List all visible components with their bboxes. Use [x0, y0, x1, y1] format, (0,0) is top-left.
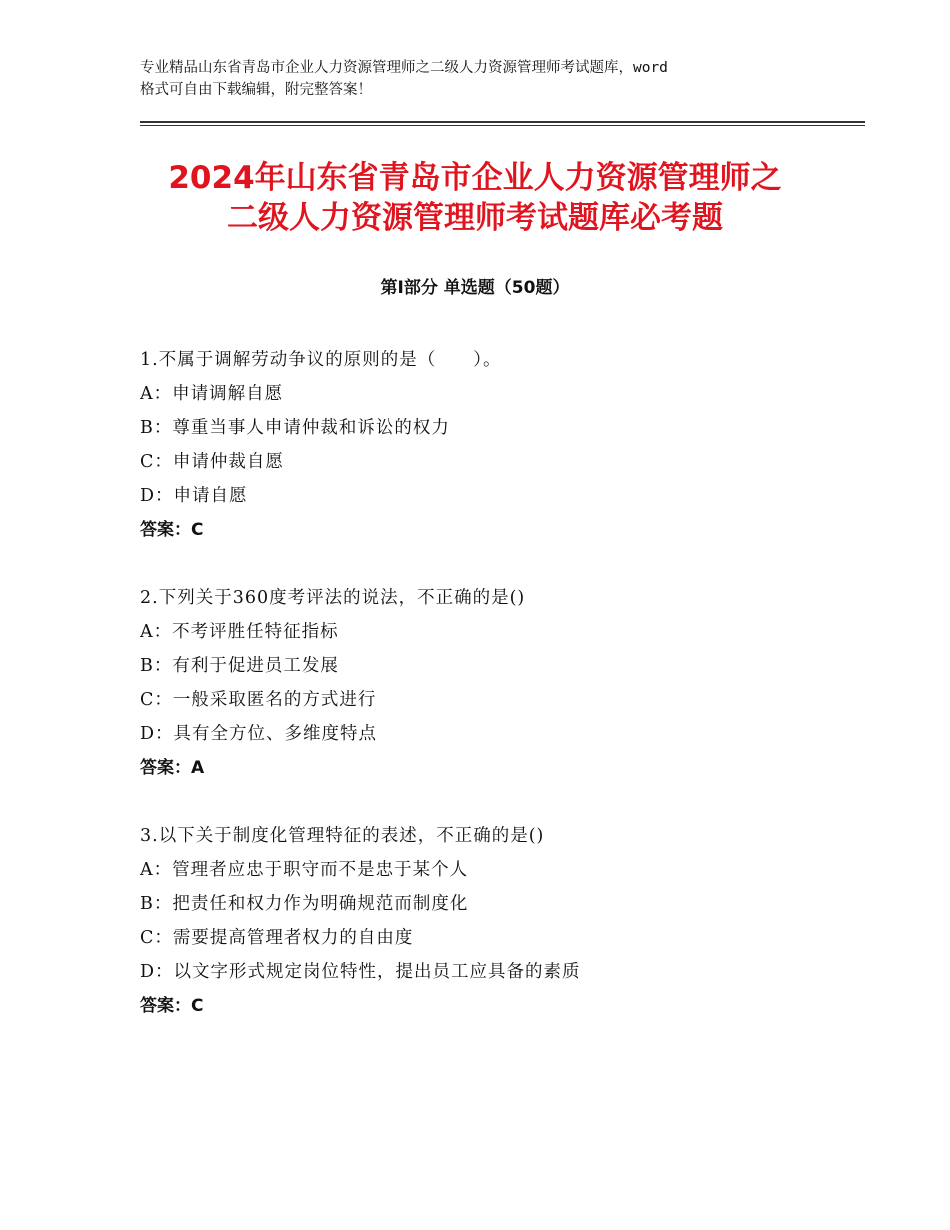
option-a: A：申请调解自愿 — [140, 384, 284, 404]
question-list — [140, 343, 860, 1057]
question-1 — [140, 343, 860, 547]
option-d: D：具有全方位、多维度特点 — [140, 724, 378, 744]
header-divider-thick — [140, 121, 865, 123]
option-a: A：不考评胜任特征指标 — [140, 622, 339, 642]
option-c: C：申请仲裁自愿 — [140, 452, 284, 472]
option-d: D：申请自愿 — [140, 486, 248, 506]
answer: 答案：C — [140, 996, 204, 1016]
question-stem: 2.下列关于360度考评法的说法，不正确的是() — [140, 588, 526, 608]
answer: 答案：C — [140, 520, 204, 540]
header-divider-thin — [140, 125, 865, 126]
document-title-line-1: 2024年山东省青岛市企业人力资源管理师之 — [168, 160, 782, 196]
header-note — [140, 57, 830, 101]
header-note-line-1: 专业精品山东省青岛市企业人力资源管理师之二级人力资源管理师考试题库，word — [140, 60, 668, 76]
option-d: D：以文字形式规定岗位特性，提出员工应具备的素质 — [140, 962, 581, 982]
answer: 答案：A — [140, 758, 205, 778]
option-b: B：把责任和权力作为明确规范而制度化 — [140, 894, 469, 914]
document-title — [100, 158, 850, 238]
question-2 — [140, 581, 860, 785]
question-stem: 1.不属于调解劳动争议的原则的是（ ）。 — [140, 350, 502, 370]
option-c: C：一般采取匿名的方式进行 — [140, 690, 377, 710]
header-note-line-2: 格式可自由下载编辑，附完整答案！ — [140, 82, 372, 98]
document-title-line-2: 二级人力资源管理师考试题库必考题 — [227, 200, 723, 236]
question-3 — [140, 819, 860, 1023]
option-a: A：管理者应忠于职守而不是忠于某个人 — [140, 860, 469, 880]
section-title: 第Ⅰ部分 单选题（50题） — [380, 278, 570, 298]
option-b: B：有利于促进员工发展 — [140, 656, 339, 676]
option-b: B：尊重当事人申请仲裁和诉讼的权力 — [140, 418, 450, 438]
option-c: C：需要提高管理者权力的自由度 — [140, 928, 414, 948]
question-stem: 3.以下关于制度化管理特征的表述，不正确的是() — [140, 826, 545, 846]
